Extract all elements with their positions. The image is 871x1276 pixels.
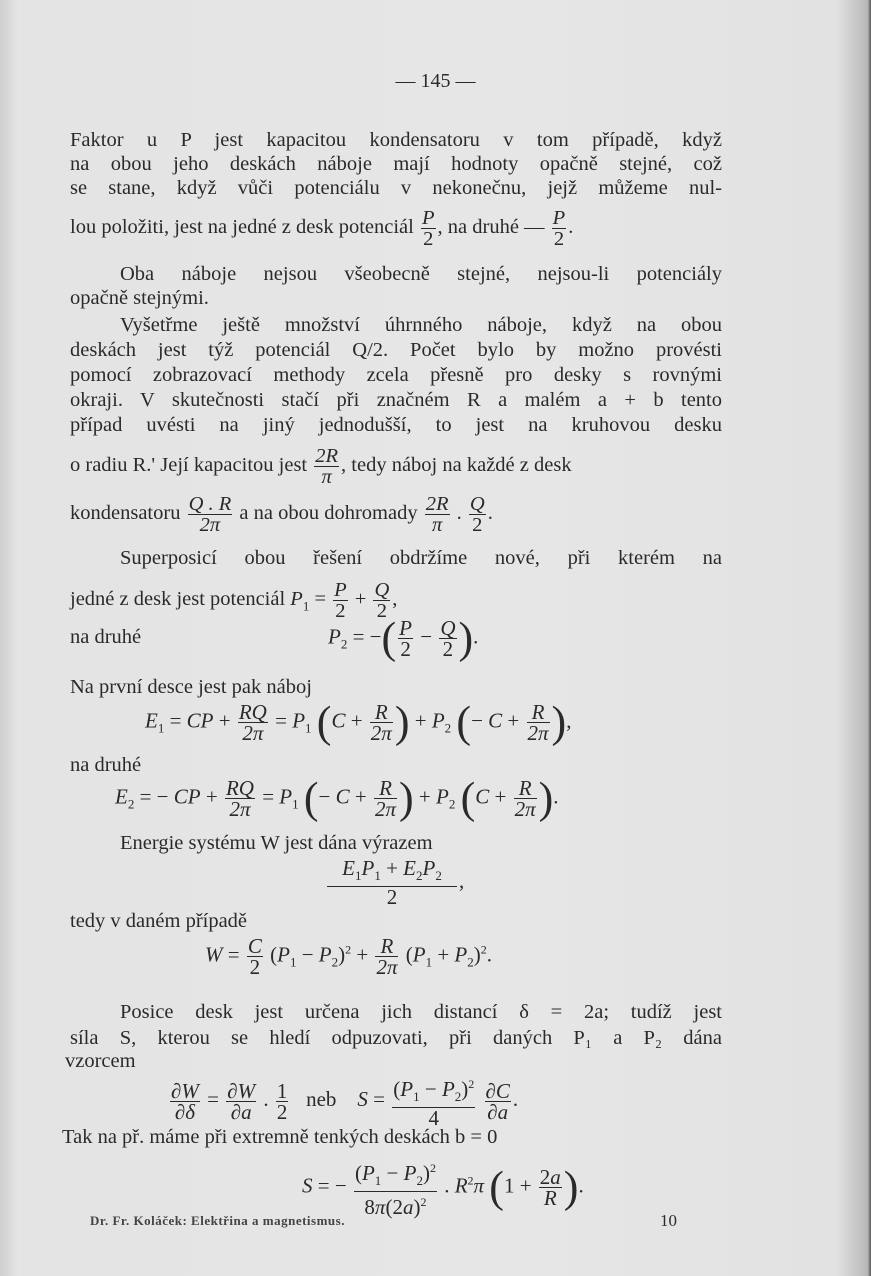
text-line: Na první desce jest pak náboj xyxy=(70,676,312,698)
text-line: na obou jeho deskách náboje mají hodnoty opačně stejné, což xyxy=(70,153,722,175)
text-span: jedné z desk jest potenciál xyxy=(70,588,286,611)
fraction-q-half: $\frac{Q}{2}$ xyxy=(469,493,485,536)
text-line: síla S, kterou se hledí odpuzovati, při daných P₁ a P₂ dána xyxy=(70,1027,722,1049)
equation-s-thin: S = − $\frac{(P_1 - P_2)^2}{8\pi(2a)^2}$ . $R^2\pi$ (1 + $\frac{2a}{R}$ ). xyxy=(302,1158,584,1217)
text-line-p1: jedné z desk jest potenciál $P_1$ = $\frac{P}{2}$ + $\frac{Q}{2}$ , xyxy=(70,579,398,622)
text-span: o radiu R.' Její kapacitou jest xyxy=(70,454,308,477)
fraction-capacity: $\frac{2R}{\pi}$ xyxy=(315,445,339,488)
equation-p2: $P_2$ = −( $\frac{P}{2}$ − $\frac{Q}{2}$ ). xyxy=(328,613,479,663)
text-line: pomocí zobrazovací methody zcela přesně pro desky s rovnými xyxy=(70,364,722,386)
text-line: případ uvésti na jiný jednodušší, to jest na kruhovou desku xyxy=(70,414,722,436)
text-line: Posice desk jest určena jich distancí δ = 2a; tudíž jest xyxy=(120,1001,722,1023)
fraction-p-half: $\frac{P}{2}$ xyxy=(421,207,435,250)
equation-w-general: $\frac{E_1P_1 + E_2P_2}{2}$ , xyxy=(325,858,464,907)
text-line-potential: lou položiti, jest na jedné z desk potenciál $\frac{P}{2}$ , na druhé — $\frac{P}{2}$ . xyxy=(70,207,574,250)
text-line-kondensator: kondensatoru $\frac{Q . R}{2\pi}$ a na obou dohromady $\frac{2R}{\pi}$ . $\frac{Q}{2}$ . xyxy=(70,493,493,536)
text-line-druhe: na druhé xyxy=(70,626,142,648)
text-line: tedy v daném případě xyxy=(70,910,248,932)
text-line: Vyšetřme ještě množství úhrnného náboje, když na obou xyxy=(120,314,722,336)
footer-sheet-number: 10 xyxy=(660,1211,677,1230)
fraction: $\frac{P}{2}$ xyxy=(334,579,347,622)
text-span: a na obou dohromady xyxy=(239,502,418,525)
text-span: kondensatoru xyxy=(70,502,181,525)
footer-book-title: Dr. Fr. Koláček: Elektřina a magnetismus. xyxy=(90,1213,345,1228)
text-line: opačně stejnými. xyxy=(70,287,209,309)
text-line: Oba náboje nejsou všeobecně stejné, nejsou-li potenciály xyxy=(120,263,722,285)
text-line: Faktor u P jest kapacitou kondensatoru v tom případě, když xyxy=(70,129,722,151)
text-span: lou položiti, jest na jedné z desk potenciál xyxy=(70,216,414,239)
text-span: , na druhé — xyxy=(437,216,545,239)
text-line: Energie systému W jest dána výrazem xyxy=(120,832,433,854)
text-line: deskách jest týž potenciál Q/2. Počet bylo by možno provésti xyxy=(70,339,722,361)
equation-e1: $E_1$ = CP + $\frac{RQ}{2\pi}$ = $P_1$ (C + $\frac{R}{2\pi}$ ) + $P_2$ (− C + $\frac{R}{2\pi}$ ), xyxy=(145,697,572,747)
text-line: se stane, když vůči potenciálu v nekonečnu, jejž můžeme nul- xyxy=(70,177,722,199)
fraction-p-half-neg: $\frac{P}{2}$ xyxy=(552,207,566,250)
equation-e2: $E_2$ = − CP + $\frac{RQ}{2\pi}$ = $P_1$ (− C + $\frac{R}{2\pi}$ ) + $P_2$ (C + $\frac{R}{2\pi}$ ). xyxy=(115,773,559,823)
text-line: Tak na př. máme při extremně tenkých deskách b = 0 xyxy=(62,1126,498,1148)
text-line: vzorcem xyxy=(65,1050,136,1072)
equation-force: $\frac{\partial W}{\partial\delta}$ = $\frac{\partial W}{\partial a}$ . $\frac{1}{2}$ neb S = $\frac{(P_1 - P_2)^2}{4}$ $\frac{\partial C}{\partial a}$ . xyxy=(168,1074,518,1128)
text-line: okraji. V skutečnosti stačí při značném R a malém a + b tento xyxy=(70,389,722,411)
text-span: , tedy náboj na každé z desk xyxy=(341,454,572,477)
fraction: $\frac{Q}{2}$ xyxy=(374,579,390,622)
text-line-radius xyxy=(70,446,572,487)
fraction-qr: $\frac{Q . R}{2\pi}$ xyxy=(188,493,232,536)
text-line: na druhé xyxy=(70,754,142,776)
fraction-2r-pi: $\frac{2R}{\pi}$ xyxy=(425,493,449,536)
text-line: Superposicí obou řešení obdržíme nové, při kterém na xyxy=(120,547,722,569)
equation-w: W = $\frac{C}{2}$ $(P_1 - P_2)^2$ + $\frac{R}{2\pi}$ $(P_1 + P_2)^2$. xyxy=(205,934,492,979)
page-number-header: — 145 — xyxy=(395,70,476,92)
